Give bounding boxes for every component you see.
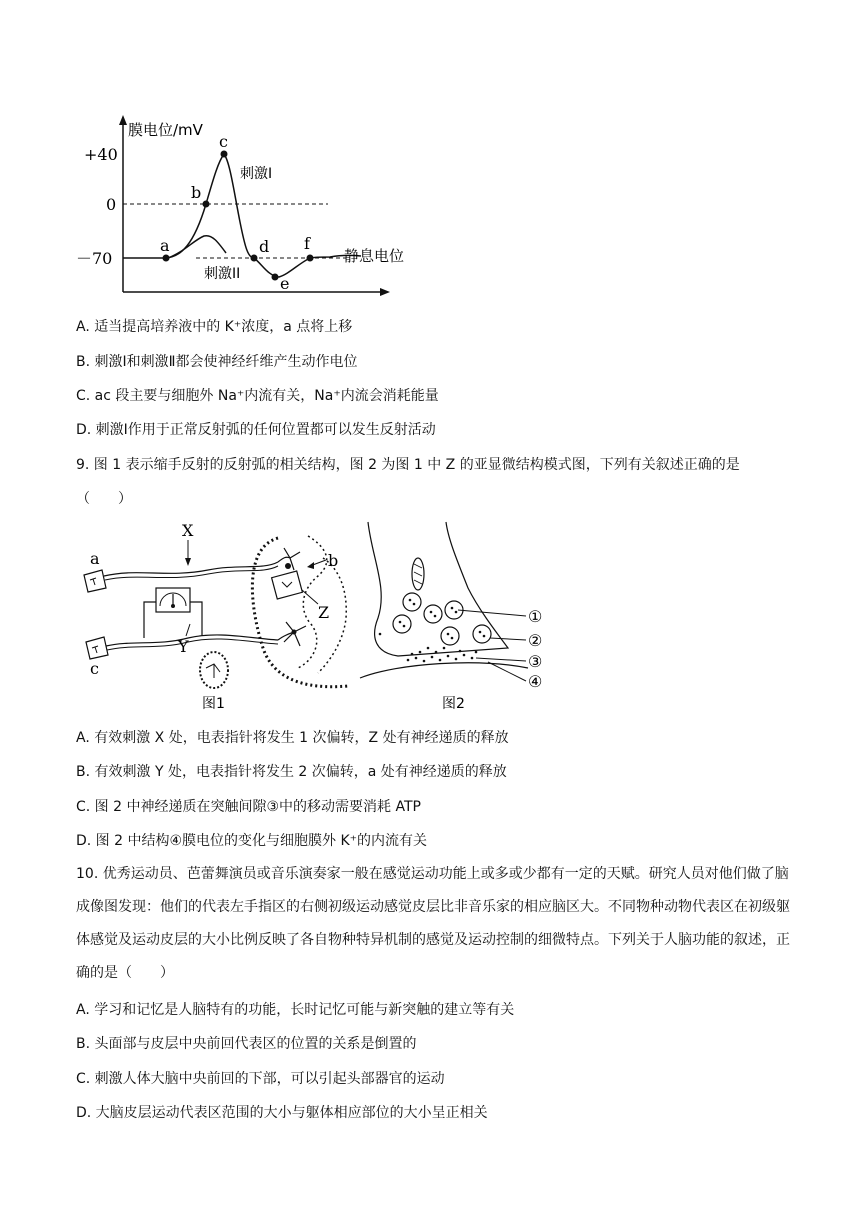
fig2-label-3: ③ [528, 652, 543, 671]
membrane-potential-graph [76, 112, 426, 302]
q10-option-c: C. 刺激人体大脑中央前回的下部，可以引起头部器官的运动 [76, 1071, 445, 1087]
synapse-structure-figure [358, 518, 558, 718]
tick-plus40: +40 [84, 145, 118, 164]
vesicle [424, 605, 442, 623]
synapse-z-mark [282, 582, 292, 587]
fig2-label-1: ① [528, 607, 543, 626]
stimulus-2-label: 刺激II [204, 266, 241, 282]
point-a-label: a [160, 236, 170, 255]
q8-option-b: B. 刺激Ⅰ和刺激Ⅱ都会使神经纤维产生动作电位 [76, 354, 358, 370]
q8-option-a: A. 适当提高培养液中的 K⁺浓度，a 点将上移 [76, 319, 353, 335]
q9-stem-line1: 9. 图 1 表示缩手反射的反射弧的相关结构，图 2 为图 1 中 Z 的亚显微结构模式图，下列有关叙述正确的是 [76, 457, 740, 473]
receptor-a-box [84, 570, 106, 592]
ganglion-neuron [206, 664, 220, 678]
q10-option-b: B. 头面部与皮层中央前回代表区的位置的关系是倒置的 [76, 1036, 417, 1052]
point-e-label: e [280, 274, 290, 293]
q9-option-b: B. 有效刺激 Y 处，电表指针将发生 2 次偏转，a 处有神经递质的释放 [76, 764, 507, 780]
q10-option-d: D. 大脑皮层运动代表区范围的大小与躯体相应部位的大小呈正相关 [76, 1105, 488, 1121]
postsynaptic-membrane [360, 663, 528, 678]
q9-option-d: D. 图 2 中结构④膜电位的变化与细胞膜外 K⁺的内流有关 [76, 833, 428, 849]
pointer-1 [458, 610, 526, 616]
synapse-z-box [272, 571, 303, 599]
pointer-2 [490, 638, 526, 640]
q9-option-a: A. 有效刺激 X 处，电表指针将发生 1 次偏转，Z 处有神经递质的释放 [76, 730, 509, 746]
q8-option-d: D. 刺激Ⅰ作用于正常反射弧的任何位置都可以发生反射活动 [76, 422, 436, 438]
presynaptic-terminal [368, 522, 508, 656]
fig2-label-4: ④ [528, 672, 543, 691]
effector-c-mark [92, 646, 98, 653]
fig1-caption: 图1 [202, 696, 225, 712]
q9-stem-line2: （ ） [76, 491, 132, 507]
point-f-dot [307, 255, 314, 262]
tick-minus70: －70 [76, 249, 113, 268]
fig1-label-x: X [182, 521, 194, 540]
neurotransmitter-dots [379, 599, 486, 663]
fig1-label-b: b [328, 551, 339, 570]
interneuron-body [285, 563, 291, 569]
receptor-a-mark [90, 578, 96, 585]
point-d-label: d [259, 237, 270, 256]
y-axis-arrow [119, 115, 127, 125]
reflex-arc-figure [78, 518, 368, 718]
vesicle [441, 627, 459, 645]
vesicle [403, 593, 421, 611]
b-arrowhead [307, 562, 314, 569]
galvanometer-wire [144, 602, 156, 638]
point-e-dot [272, 274, 279, 281]
q9-option-c: C. 图 2 中神经递质在突触间隙③中的移动需要消耗 ATP [76, 799, 421, 815]
galvanometer-pivot [171, 604, 175, 608]
q8-option-c: C. ac 段主要与细胞外 Na⁺内流有关，Na⁺内流会消耗能量 [76, 388, 439, 404]
fig2-caption: 图2 [442, 696, 465, 712]
point-c-dot [221, 151, 228, 158]
q10-stem: 10. 优秀运动员、芭蕾舞演员或音乐演奏家一般在感觉运动功能上或多或少都有一定的天赋。研究人员对他们做了脑成像图发现：他们的代表左手指区的右侧初级运动感觉皮层比非音乐家的相应脑区大。不同物种动物代表区在初级躯体感觉及运动皮层的大小比例反映了各自物种特异机制的感觉及运动控制的细微特点。下列关于人脑功能的叙述，正确的是（ ） [76, 866, 790, 981]
efferent-nerve [106, 635, 278, 646]
fig1-label-c: c [90, 659, 99, 678]
point-b-dot [203, 201, 210, 208]
motor-neuron-body [292, 630, 297, 635]
point-b-label: b [191, 183, 202, 202]
vesicle [473, 625, 491, 643]
point-f-label: f [304, 234, 310, 253]
subthreshold-curve [168, 236, 226, 258]
point-d-dot [251, 255, 258, 262]
fig1-label-a: a [90, 549, 100, 568]
mitochondrion-cristae [414, 564, 422, 584]
pointer-3 [476, 658, 526, 661]
q10-option-a: A. 学习和记忆是人脑特有的功能，长时记忆可能与新突触的建立等有关 [76, 1002, 515, 1018]
resting-potential-label: 静息电位 [344, 247, 405, 265]
effector-c-box [86, 637, 108, 659]
tick-0: 0 [106, 195, 117, 214]
spinal-cord-inner [298, 536, 330, 668]
fig1-label-y: Y [178, 637, 189, 656]
stimulus-1-label: 刺激I [240, 166, 273, 182]
y-axis-label: 膜电位/mV [128, 121, 203, 139]
motor-neuron [278, 622, 306, 646]
fig1-label-z: Z [318, 603, 330, 622]
galvanometer-wire-right [190, 602, 202, 636]
x-arrowhead [185, 558, 191, 566]
fig2-label-2: ② [528, 631, 543, 650]
vesicle [393, 615, 411, 633]
efferent-nerve-lower [107, 639, 278, 650]
x-axis-arrow [380, 288, 390, 296]
point-a-dot [163, 255, 170, 262]
y-pointer [186, 624, 190, 636]
point-c-label: c [219, 132, 228, 151]
